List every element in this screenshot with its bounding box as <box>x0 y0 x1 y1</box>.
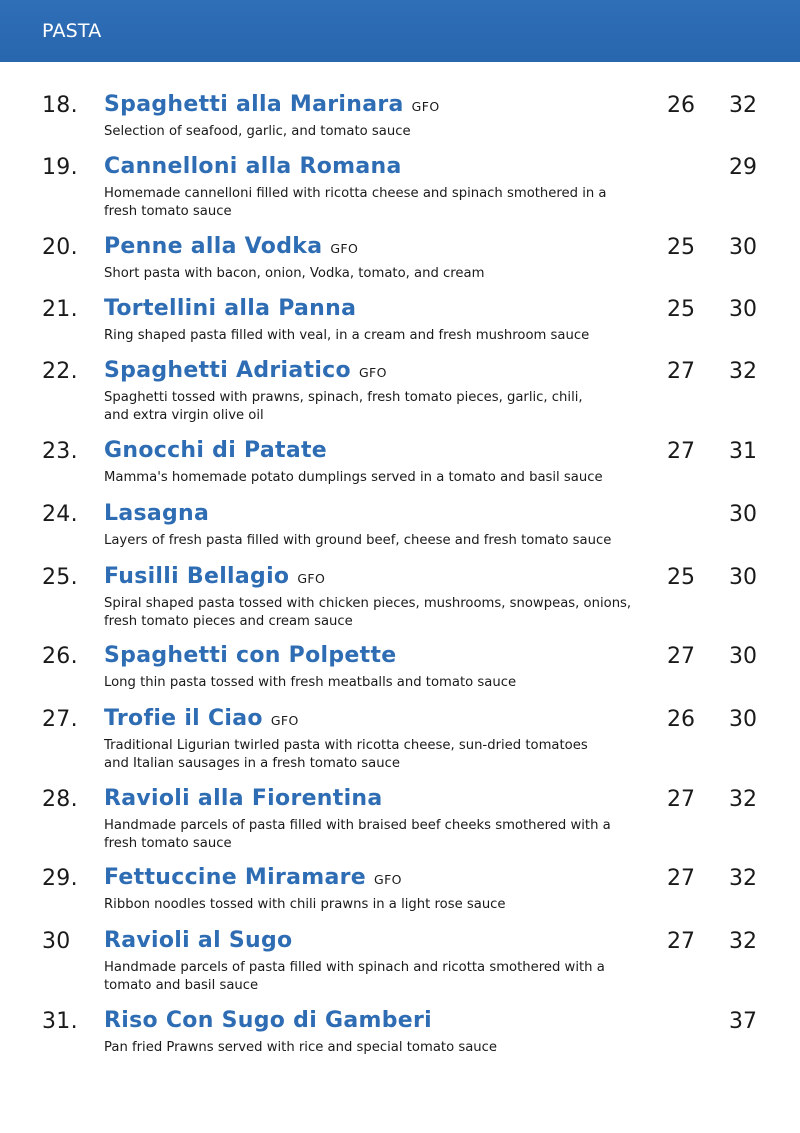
item-description-line: fresh tomato pieces and cream sauce <box>104 613 353 629</box>
price-small: 27 <box>667 359 695 384</box>
price-small: 25 <box>667 297 695 322</box>
price-large: 30 <box>729 707 757 732</box>
item-name: Gnocchi di Patate <box>104 438 328 463</box>
price-large: 32 <box>729 93 757 118</box>
gluten-free-option-badge: GFO <box>297 571 326 586</box>
item-name-row <box>104 501 209 526</box>
item-description-line: fresh tomato sauce <box>104 835 232 851</box>
item-description <box>104 532 664 550</box>
item-description-line: Ribbon noodles tossed with chili prawns in a light rose sauce <box>104 897 506 912</box>
price-large: 32 <box>729 866 757 891</box>
item-description-line: tomato and basil sauce <box>104 977 259 993</box>
price-small: 27 <box>667 866 695 891</box>
item-number: 23. <box>42 439 78 464</box>
item-name-row <box>104 296 356 321</box>
item-description-line: Mamma's homemade potato dumplings served in a tomato and basil sauce <box>104 470 603 485</box>
price-small: 27 <box>667 439 695 464</box>
item-number: 20. <box>42 235 78 260</box>
item-name: Penne alla Vodka <box>104 234 323 259</box>
item-description-line: Ring shaped pasta filled with veal, in a cream and fresh mushroom sauce <box>104 328 590 343</box>
item-number: 18. <box>42 93 78 118</box>
price-large: 32 <box>729 787 757 812</box>
item-description <box>104 389 664 424</box>
item-description-line: Handmade parcels of pasta filled with braised beef cheeks smothered with a <box>104 818 611 833</box>
item-name-row <box>104 92 440 117</box>
price-small: 27 <box>667 929 695 954</box>
item-name: Spaghetti alla Marinara <box>104 92 404 117</box>
item-description-line: Traditional Ligurian twirled pasta with ricotta cheese, sun-dried tomatoes <box>104 738 588 753</box>
price-large: 30 <box>729 502 757 527</box>
price-small: 26 <box>667 707 695 732</box>
item-number: 27. <box>42 707 78 732</box>
item-description <box>104 1039 664 1057</box>
price-small: 27 <box>667 644 695 669</box>
item-name-row <box>104 154 402 179</box>
price-large: 32 <box>729 359 757 384</box>
item-description-line: Short pasta with bacon, onion, Vodka, tomato, and cream <box>104 266 485 281</box>
item-name-row <box>104 706 299 731</box>
section-title: PASTA <box>42 20 102 42</box>
price-large: 37 <box>729 1009 757 1034</box>
item-description <box>104 817 664 852</box>
item-description-line: and Italian sausages in a fresh tomato sauce <box>104 755 400 771</box>
item-name-row <box>104 438 327 463</box>
gluten-free-option-badge: GFO <box>270 713 299 728</box>
item-description <box>104 959 664 994</box>
item-description-line: fresh tomato sauce <box>104 203 232 219</box>
item-description-line: Long thin pasta tossed with fresh meatballs and tomato sauce <box>104 675 517 690</box>
item-name-row <box>104 358 387 383</box>
section-header-bar <box>0 0 800 62</box>
item-name: Spaghetti Adriatico <box>104 358 351 383</box>
price-small: 25 <box>667 235 695 260</box>
price-large: 30 <box>729 235 757 260</box>
item-name-row <box>104 564 325 589</box>
item-name: Fusilli Bellagio <box>104 564 290 589</box>
item-name-row <box>104 786 383 811</box>
item-description <box>104 469 664 487</box>
item-description-line: Spaghetti tossed with prawns, spinach, fresh tomato pieces, garlic, chili, <box>104 390 583 405</box>
item-description <box>104 185 664 220</box>
price-large: 29 <box>729 155 757 180</box>
item-name-row <box>104 643 396 668</box>
item-name: Cannelloni alla Romana <box>104 154 402 179</box>
item-description <box>104 737 664 772</box>
item-name: Riso Con Sugo di Gamberi <box>104 1008 432 1033</box>
item-number: 31. <box>42 1009 78 1034</box>
price-large: 30 <box>729 565 757 590</box>
gluten-free-option-badge: GFO <box>374 872 402 887</box>
item-number: 29. <box>42 866 78 891</box>
gluten-free-option-badge: GFO <box>330 241 359 256</box>
price-large: 30 <box>729 644 757 669</box>
price-small: 27 <box>667 787 695 812</box>
item-name-row <box>104 1008 432 1033</box>
price-large: 31 <box>729 439 757 464</box>
item-name: Fettuccine Miramare <box>104 865 366 890</box>
item-description-line: Selection of seafood, garlic, and tomato sauce <box>104 124 411 139</box>
item-description-line: Spiral shaped pasta tossed with chicken pieces, mushrooms, snowpeas, onions, <box>104 596 632 611</box>
item-number: 19. <box>42 155 78 180</box>
item-name: Ravioli al Sugo <box>104 928 293 953</box>
item-description <box>104 595 664 630</box>
item-description-line: Pan fried Prawns served with rice and special tomato sauce <box>104 1040 498 1055</box>
item-name: Lasagna <box>104 501 210 526</box>
item-name: Spaghetti con Polpette <box>104 643 397 668</box>
item-number: 22. <box>42 359 78 384</box>
item-name: Trofie il Ciao <box>104 706 263 731</box>
item-name-row <box>104 928 292 953</box>
item-description-line: Handmade parcels of pasta filled with spinach and ricotta smothered with a <box>104 960 605 975</box>
price-small: 25 <box>667 565 695 590</box>
gluten-free-option-badge: GFO <box>411 99 440 114</box>
price-large: 32 <box>729 929 757 954</box>
item-name-row <box>104 865 402 890</box>
item-number: 30 <box>42 929 71 954</box>
item-description-line: and extra virgin olive oil <box>104 407 264 423</box>
item-name: Ravioli alla Fiorentina <box>104 786 383 811</box>
gluten-free-option-badge: GFO <box>358 365 387 380</box>
item-number: 21. <box>42 297 78 322</box>
price-large: 30 <box>729 297 757 322</box>
item-description <box>104 327 664 345</box>
item-number: 24. <box>42 502 78 527</box>
item-number: 25. <box>42 565 78 590</box>
item-number: 28. <box>42 787 78 812</box>
item-name-row <box>104 234 358 259</box>
item-name: Tortellini alla Panna <box>104 296 357 321</box>
price-small: 26 <box>667 93 695 118</box>
item-description <box>104 674 664 692</box>
item-description-line: Layers of fresh pasta filled with ground beef, cheese and fresh tomato sauce <box>104 533 612 548</box>
item-description <box>104 265 664 283</box>
item-description-line: Homemade cannelloni filled with ricotta cheese and spinach smothered in a <box>104 186 607 201</box>
item-description <box>104 896 664 914</box>
item-description <box>104 123 664 141</box>
item-number: 26. <box>42 644 78 669</box>
